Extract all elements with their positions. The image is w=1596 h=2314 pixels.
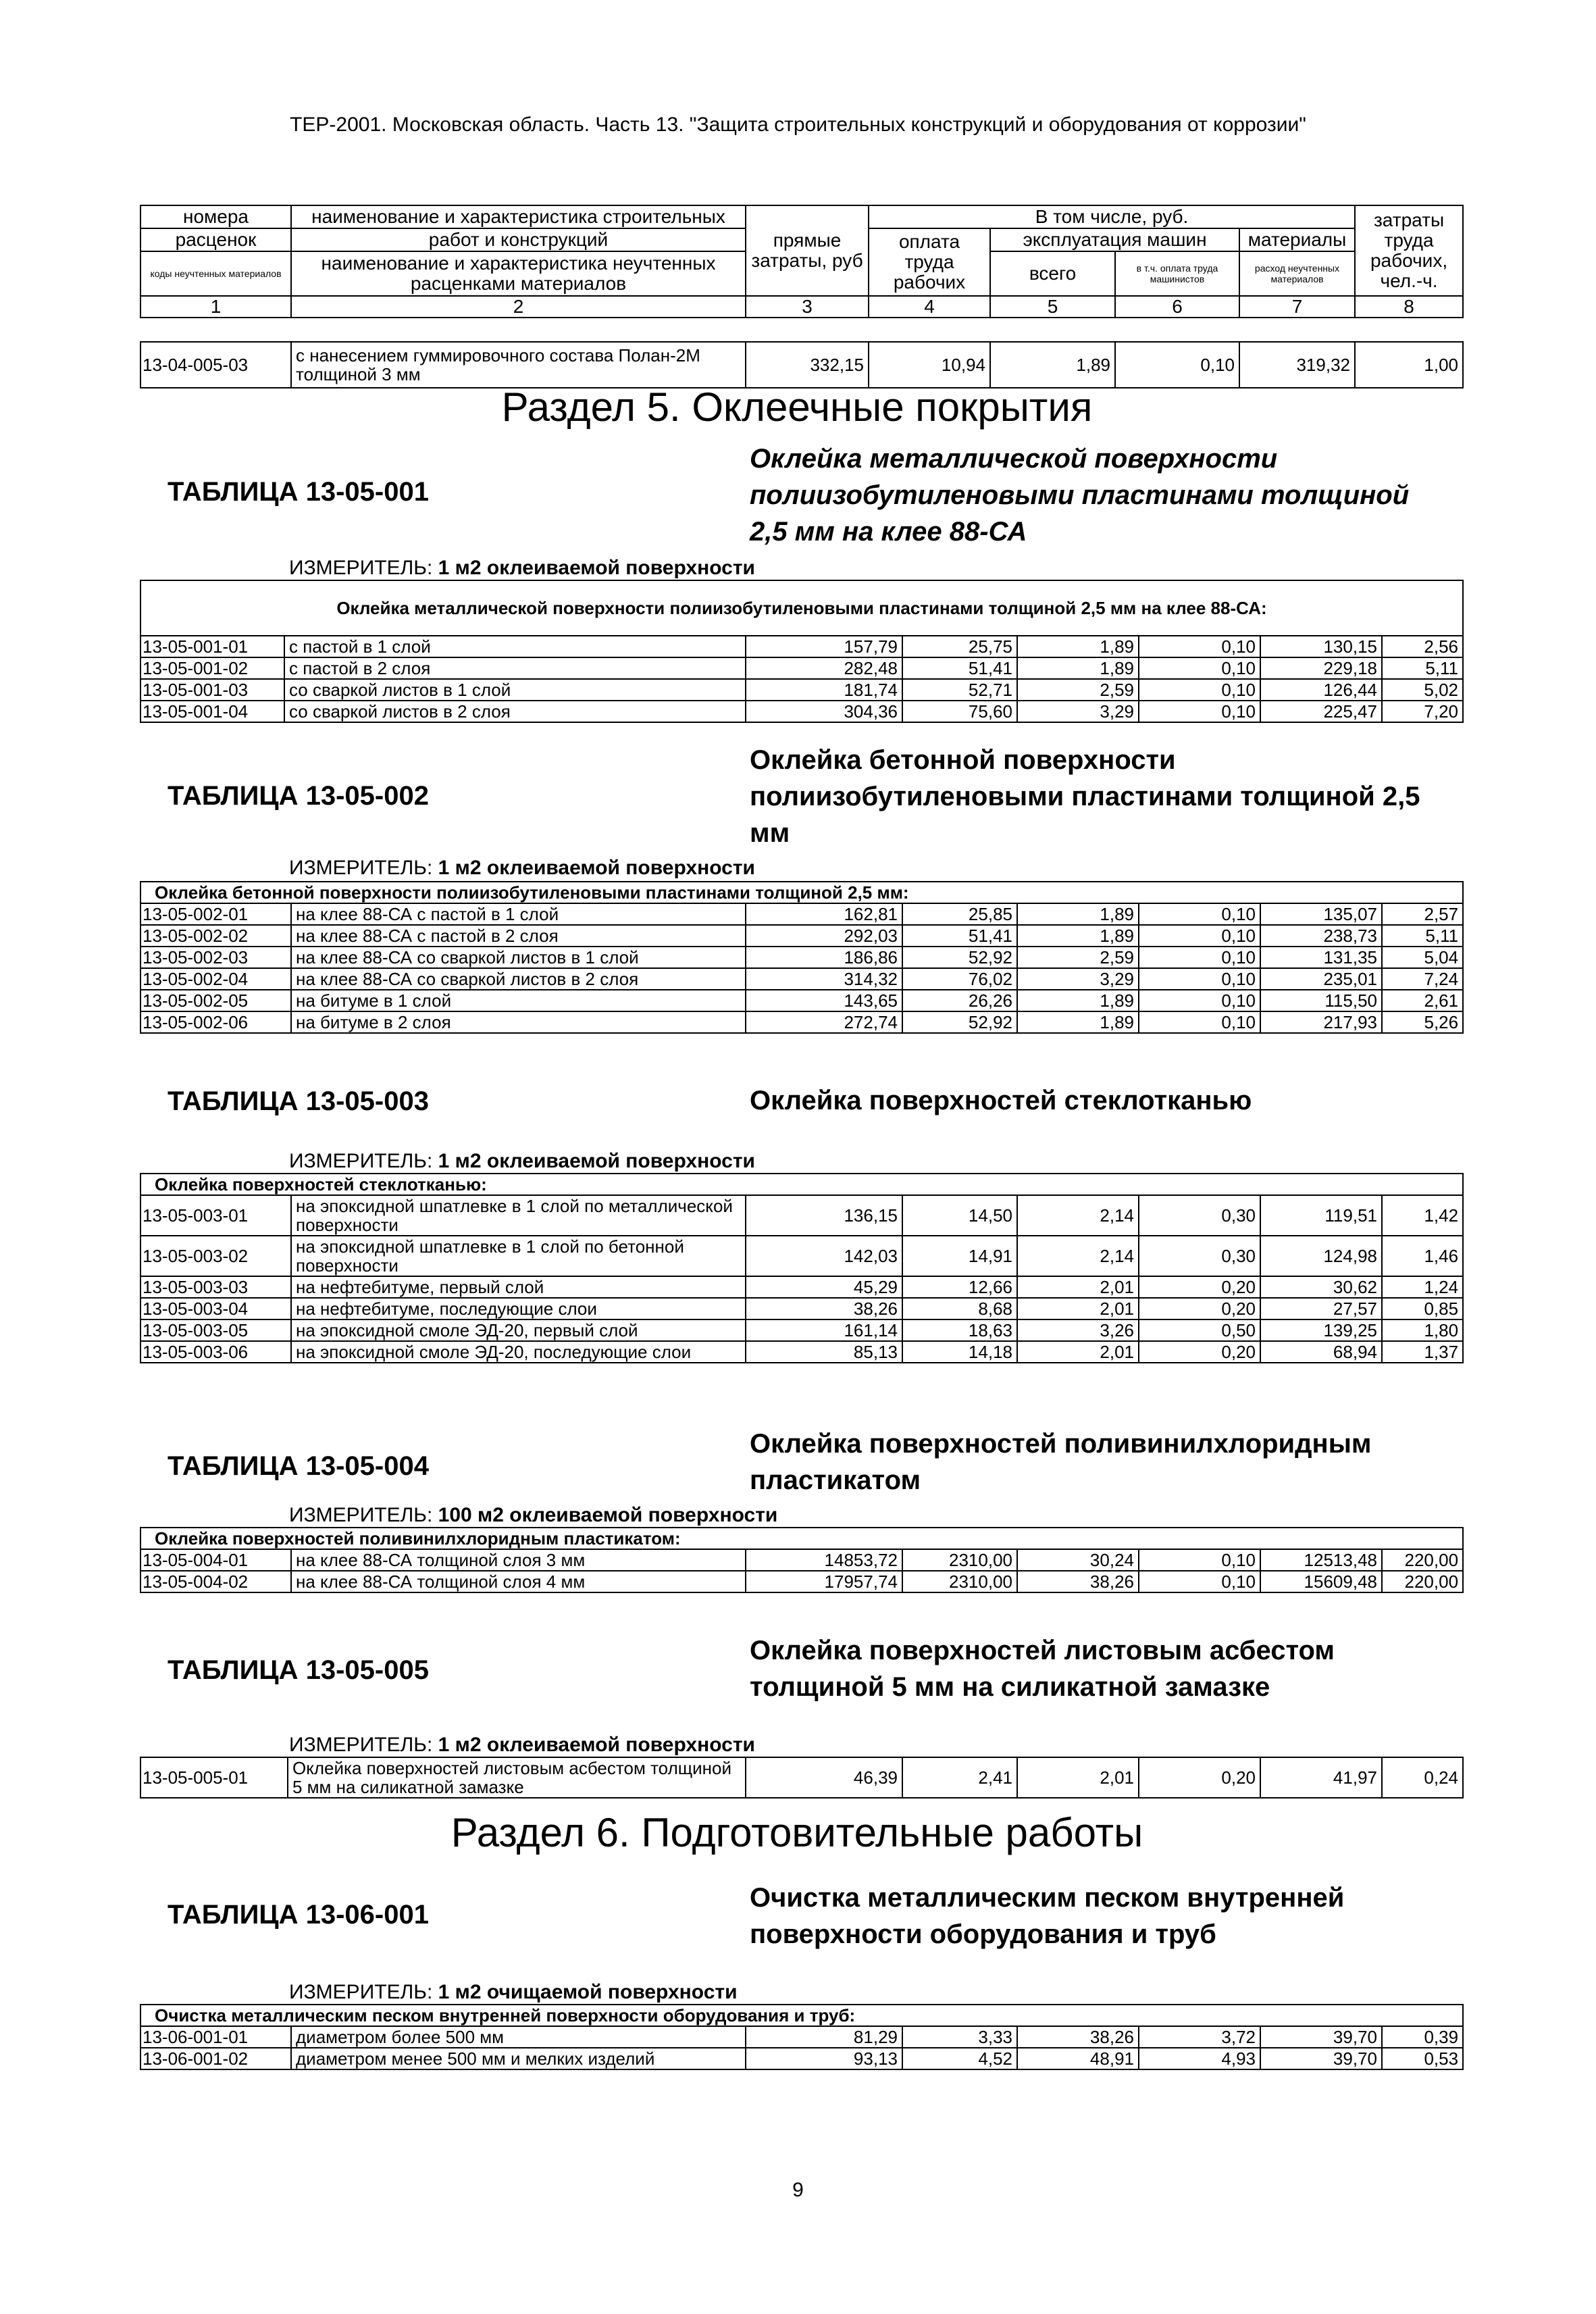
cell-value: 2,57 [1382,903,1463,925]
table-title: Оклейка бетонной поверхности полиизобутиленовыми пластинами толщиной 2,5 мм [750,745,1420,848]
table-subheader: Оклейка поверхностей стеклотканью: [140,1174,1463,1195]
cell-value: 3,29 [1017,701,1139,722]
cell-value: 5,11 [1382,657,1463,679]
cell-value: 282,48 [746,657,902,679]
column-header-table [140,205,1464,318]
cell-value: 68,94 [1260,1341,1382,1363]
cell-value: 2,59 [1017,679,1139,701]
cell-value: 220,00 [1382,1549,1463,1571]
cell-code: 13-05-005-01 [140,1757,288,1798]
cell-name: со сваркой листов в 2 слоя [284,701,746,722]
cell-name: на клее 88-СА с пастой в 1 слой [291,903,746,925]
cell-code: 13-06-001-01 [140,2026,291,2048]
cell-value: 1,89 [1017,657,1139,679]
cell-value: 30,24 [1017,1549,1139,1571]
cell-name: на клее 88-СА толщиной слоя 3 мм [291,1549,746,1571]
cell-value: 8,68 [902,1298,1017,1319]
cell-code: 13-05-002-01 [140,903,291,925]
cell-value: 1,24 [1382,1276,1463,1298]
cell-value: 25,75 [902,636,1017,657]
cell-value: 235,01 [1260,968,1382,990]
cell-value: 27,57 [1260,1298,1382,1319]
cell-value: 220,00 [1382,1571,1463,1592]
table-row [140,2026,1463,2048]
cell-value: 0,20 [1139,1341,1260,1363]
cell-value: 30,62 [1260,1276,1382,1298]
cell-code: 13-05-003-05 [140,1319,291,1341]
cell-name: на нефтебитуме, последующие слои [291,1298,746,1319]
cell-code: 13-05-002-03 [140,947,291,968]
cell-value: 1,46 [1382,1236,1463,1276]
cell-value: 0,10 [1139,990,1260,1011]
cell-value: 0,10 [1139,968,1260,990]
cell-value: 1,89 [1017,636,1139,657]
cell-value: 0,20 [1139,1757,1260,1798]
cell-value: 0,30 [1139,1236,1260,1276]
measure-unit: ИЗМЕРИТЕЛЬ: 1 м2 оклеиваемой поверхности [289,557,755,579]
cell-value: 0,10 [1139,679,1260,701]
header-name-unlisted: наименование и характеристика неучтенных расценками материалов [291,251,746,296]
table-subheader: Очистка металлическим песком внутренней поверхности оборудования и труб: [140,2005,1463,2026]
header-code-small: коды неучтенных материалов [140,251,291,296]
cell-name: на клее 88-СА со сваркой листов в 2 слоя [291,968,746,990]
table-row [140,1549,1463,1571]
cell-value: 2,56 [1382,636,1463,657]
cell-value: 45,29 [746,1276,902,1298]
col-num-1: 1 [140,296,291,318]
header-machines: эксплуатация машин [990,228,1239,251]
cell-value: 0,20 [1139,1298,1260,1319]
cell-value: 0,50 [1139,1319,1260,1341]
table-13-05-003 [140,1173,1464,1363]
cell-value: 12513,48 [1260,1549,1382,1571]
header-direct-costs: прямые затраты, руб [746,205,869,296]
cell-value: 1,89 [1017,925,1139,947]
cell-value: 4,52 [902,2048,1017,2069]
section-6-title: Раздел 6. Подготовительные работы [451,1810,1143,1855]
cell-value: 124,98 [1260,1236,1382,1276]
table-row [140,903,1463,925]
table-name: ТАБЛИЦА 13-05-002 [168,781,429,811]
cell-value: 85,13 [746,1341,902,1363]
cell-value: 52,92 [902,1011,1017,1033]
table-name: ТАБЛИЦА 13-06-001 [168,1900,429,1930]
cell-value: 292,03 [746,925,902,947]
col-num-2: 2 [291,296,746,318]
cell-value: 4,93 [1139,2048,1260,2069]
col-num-4: 4 [869,296,990,318]
table-row: 13-04-005-03 с нанесением гуммировочного состава Полан-2М толщиной 3 мм 332,15 10,94 1,89 0,10 319,32 1,00 [140,342,1463,388]
cell-value: 1,37 [1382,1341,1463,1363]
cell-value: 2,01 [1017,1276,1139,1298]
header-machines-total: всего [990,251,1115,296]
cell-code: 13-05-001-02 [140,657,284,679]
table-13-06-001 [140,2004,1464,2070]
cell-value: 39,70 [1260,2048,1382,2069]
header-labor-cost: затраты труда рабочих, чел.-ч. [1355,205,1463,296]
cell-name: на нефтебитуме, первый слой [291,1276,746,1298]
cell-code: 13-05-001-03 [140,679,284,701]
cell-value: 0,53 [1382,2048,1463,2069]
cell-value: 139,25 [1260,1319,1382,1341]
cell-value: 162,81 [746,903,902,925]
page-number: 9 [792,2179,804,2201]
cell-value: 52,92 [902,947,1017,968]
header-code-line1: номера [140,205,291,228]
table-name: ТАБЛИЦА 13-05-003 [168,1086,429,1116]
first-row-table [140,341,1464,388]
cell-value: 75,60 [902,701,1017,722]
cell-value: 51,41 [902,657,1017,679]
cell-name: на эпоксидной смоле ЭД-20, последующие слои [291,1341,746,1363]
measure-unit: ИЗМЕРИТЕЛЬ: 1 м2 оклеиваемой поверхности [289,1734,755,1756]
cell-value: 38,26 [1017,2026,1139,2048]
cell-value: 14853,72 [746,1549,902,1571]
cell-value: 48,91 [1017,2048,1139,2069]
table-row [140,1195,1463,1236]
table-title: Оклейка поверхностей стеклотканью [750,1086,1252,1115]
cell-value: 115,50 [1260,990,1382,1011]
cell-value: 14,50 [902,1195,1017,1236]
cell-value: 181,74 [746,679,902,701]
table-row [140,947,1463,968]
cell-code: 13-05-003-03 [140,1276,291,1298]
cell-value: 3,33 [902,2026,1017,2048]
table-row [140,990,1463,1011]
cell-value: 2,01 [1017,1757,1139,1798]
table-title: Оклейка металлической поверхности полиизобутиленовыми пластинами толщиной 2,5 мм на клее 88-СА [750,444,1410,547]
cell-value: 0,10 [1139,1571,1260,1592]
cell-value: 157,79 [746,636,902,657]
cell-code: 13-05-003-01 [140,1195,291,1236]
cell-value: 15609,48 [1260,1571,1382,1592]
header-including: В том числе, руб. [869,205,1355,228]
cell-value: 25,85 [902,903,1017,925]
cell-code: 13-05-002-06 [140,1011,291,1033]
col-num-7: 7 [1239,296,1355,318]
cell-value: 0,24 [1382,1757,1463,1798]
table-row [140,925,1463,947]
cell-value: 7,20 [1382,701,1463,722]
cell-value: 0,10 [1139,947,1260,968]
table-name: ТАБЛИЦА 13-05-004 [168,1451,429,1481]
cell-value: 0,85 [1382,1298,1463,1319]
header-name-line2: работ и конструкций [291,228,746,251]
cell-value: 7,24 [1382,968,1463,990]
col-num-8: 8 [1355,296,1463,318]
table-name: ТАБЛИЦА 13-05-001 [168,477,429,507]
table-row [140,2048,1463,2069]
cell-value: 2,14 [1017,1195,1139,1236]
cell-value: 2,14 [1017,1236,1139,1276]
cell-value: 5,04 [1382,947,1463,968]
page-header: ТЕР-2001. Московская область. Часть 13. "Защита строительных конструкций и оборудования от коррозии" [290,114,1306,136]
cell-code: 13-05-002-04 [140,968,291,990]
cell-code: 13-05-003-02 [140,1236,291,1276]
table-row [140,657,1463,679]
cell-name: со сваркой листов в 1 слой [284,679,746,701]
table-row [140,701,1463,722]
cell-code: 13-05-002-02 [140,925,291,947]
cell-value: 0,10 [1139,1011,1260,1033]
cell-name: на клее 88-СА со сваркой листов в 1 слой [291,947,746,968]
cell-name: с пастой в 2 слоя [284,657,746,679]
cell-value: 93,13 [746,2048,902,2069]
table-row [140,679,1463,701]
table-row [140,1757,1463,1798]
table-subheader: Оклейка поверхностей поливинилхлоридным пластикатом: [140,1528,1463,1549]
cell-value: 14,18 [902,1341,1017,1363]
cell-value: 18,63 [902,1319,1017,1341]
cell-value: 130,15 [1260,636,1382,657]
table-row [140,968,1463,990]
cell-code: 13-05-003-06 [140,1341,291,1363]
cell-value: 5,02 [1382,679,1463,701]
table-row [140,636,1463,657]
cell-value: 51,41 [902,925,1017,947]
cell-value: 2,59 [1017,947,1139,968]
col-num-6: 6 [1115,296,1239,318]
cell-value: 76,02 [902,968,1017,990]
cell-value: 3,29 [1017,968,1139,990]
col-num-5: 5 [990,296,1115,318]
cell-value: 3,72 [1139,2026,1260,2048]
cell-value: 0,10 [1139,1549,1260,1571]
cell-name: на эпоксидной шпатлевке в 1 слой по бетонной поверхности [291,1236,746,1276]
cell-value: 0,10 [1139,903,1260,925]
cell-value: 225,47 [1260,701,1382,722]
cell-code: 13-06-001-02 [140,2048,291,2069]
cell-value: 314,32 [746,968,902,990]
cell-name: с пастой в 1 слой [284,636,746,657]
table-row [140,1276,1463,1298]
cell-value: 186,86 [746,947,902,968]
cell-value: 38,26 [1017,1571,1139,1592]
table-title: Оклейка поверхностей поливинилхлоридным пластикатом [750,1429,1372,1495]
table-row [140,1236,1463,1276]
cell-value: 81,29 [746,2026,902,2048]
header-labor-pay: оплата труда рабочих [869,228,990,296]
cell-name: на битуме в 2 слоя [291,1011,746,1033]
cell-value: 12,66 [902,1276,1017,1298]
cell-value: 52,71 [902,679,1017,701]
cell-value: 161,14 [746,1319,902,1341]
table-row [140,1011,1463,1033]
cell-name: Оклейка поверхностей листовым асбестом толщиной 5 мм на силикатной замазке [288,1757,746,1798]
cell-value: 217,93 [1260,1011,1382,1033]
cell-value: 41,97 [1260,1757,1382,1798]
cell-name: на клее 88-СА толщиной слоя 4 мм [291,1571,746,1592]
cell-value: 26,26 [902,990,1017,1011]
cell-value: 3,26 [1017,1319,1139,1341]
table-row [140,1298,1463,1319]
cell-value: 2,61 [1382,990,1463,1011]
cell-code: 13-05-001-04 [140,701,284,722]
cell-value: 0,10 [1139,657,1260,679]
measure-unit: ИЗМЕРИТЕЛЬ: 100 м2 оклеиваемой поверхности [289,1504,778,1526]
measure-unit: ИЗМЕРИТЕЛЬ: 1 м2 очищаемой поверхности [289,1981,738,2003]
table-13-05-004 [140,1527,1464,1593]
table-13-05-005 [140,1757,1464,1799]
table-13-05-002 [140,881,1464,1034]
cell-value: 14,91 [902,1236,1017,1276]
cell-code: 13-05-001-01 [140,636,284,657]
table-title: Очистка металлическим песком внутренней поверхности оборудования и труб [750,1883,1345,1949]
header-materials: материалы [1239,228,1355,251]
section-5-title: Раздел 5. Оклеечные покрытия [501,384,1093,430]
cell-value: 17957,74 [746,1571,902,1592]
cell-value: 38,26 [746,1298,902,1319]
header-code-line2: расценок [140,228,291,251]
cell-value: 0,20 [1139,1276,1260,1298]
cell-value: 1,89 [1017,990,1139,1011]
cell-value: 1,80 [1382,1319,1463,1341]
cell-value: 5,26 [1382,1011,1463,1033]
cell-code: 13-05-002-05 [140,990,291,1011]
table-row [140,1319,1463,1341]
cell-value: 238,73 [1260,925,1382,947]
cell-value: 2,01 [1017,1341,1139,1363]
cell-name: на эпоксидной шпатлевке в 1 слой по металлической поверхности [291,1195,746,1236]
cell-code: 13-05-003-04 [140,1298,291,1319]
cell-value: 2,01 [1017,1298,1139,1319]
cell-name: на битуме в 1 слой [291,990,746,1011]
cell-value: 229,18 [1260,657,1382,679]
header-name-line1: наименование и характеристика строительных [291,205,746,228]
table-subheader: Оклейка металлической поверхности полиизобутиленовыми пластинами толщиной 2,5 мм на клее 88-СА: [140,580,1463,636]
cell-value: 135,07 [1260,903,1382,925]
table-subheader: Оклейка бетонной поверхности полиизобутиленовыми пластинами толщиной 2,5 мм: [140,882,1463,903]
table-13-05-001 [140,580,1464,723]
cell-value: 0,39 [1382,2026,1463,2048]
cell-value: 136,15 [746,1195,902,1236]
table-row [140,1341,1463,1363]
table-name: ТАБЛИЦА 13-05-005 [168,1655,429,1685]
cell-code: 13-05-004-01 [140,1549,291,1571]
cell-value: 39,70 [1260,2026,1382,2048]
cell-value: 1,42 [1382,1195,1463,1236]
cell-value: 46,39 [746,1757,902,1798]
cell-name: диаметром менее 500 мм и мелких изделий [291,2048,746,2069]
cell-value: 2310,00 [902,1571,1017,1592]
measure-unit: ИЗМЕРИТЕЛЬ: 1 м2 оклеиваемой поверхности [289,1150,755,1172]
cell-value: 1,89 [1017,1011,1139,1033]
cell-value: 0,10 [1139,925,1260,947]
cell-value: 119,51 [1260,1195,1382,1236]
cell-value: 272,74 [746,1011,902,1033]
cell-value: 142,03 [746,1236,902,1276]
cell-value: 126,44 [1260,679,1382,701]
cell-value: 304,36 [746,701,902,722]
cell-value: 1,89 [1017,903,1139,925]
header-machines-incl: в т.ч. оплата труда машинистов [1115,251,1239,296]
cell-value: 0,30 [1139,1195,1260,1236]
cell-code: 13-05-004-02 [140,1571,291,1592]
cell-name: на эпоксидной смоле ЭД-20, первый слой [291,1319,746,1341]
cell-value: 0,10 [1139,636,1260,657]
cell-value: 143,65 [746,990,902,1011]
cell-value: 5,11 [1382,925,1463,947]
cell-value: 131,35 [1260,947,1382,968]
cell-value: 2,41 [902,1757,1017,1798]
col-num-3: 3 [746,296,869,318]
cell-value: 2310,00 [902,1549,1017,1571]
table-row [140,1571,1463,1592]
table-title: Оклейка поверхностей листовым асбестом толщиной 5 мм на силикатной замазке [750,1636,1335,1702]
cell-value: 0,10 [1139,701,1260,722]
cell-name: на клее 88-СА с пастой в 2 слоя [291,925,746,947]
measure-unit: ИЗМЕРИТЕЛЬ: 1 м2 оклеиваемой поверхности [289,857,755,879]
cell-name: диаметром более 500 мм [291,2026,746,2048]
header-materials-small: расход неучтенных материалов [1239,251,1355,296]
